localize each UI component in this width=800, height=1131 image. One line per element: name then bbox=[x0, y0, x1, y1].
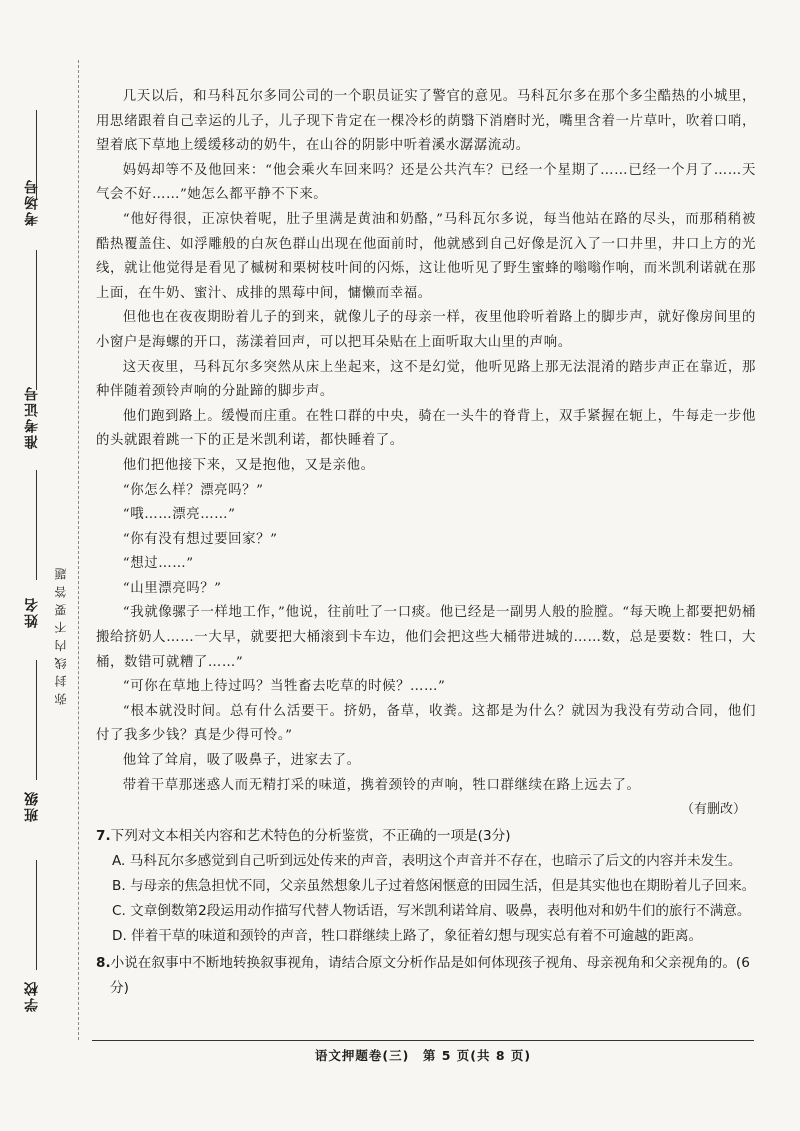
binding-margin bbox=[0, 0, 80, 1131]
question-7 bbox=[96, 824, 756, 949]
admission-ticket-label: 准考证号 bbox=[24, 385, 40, 449]
passage-paragraph: 他们把他接下来，又是抱他，又是亲他。 bbox=[122, 457, 375, 473]
passage-paragraph: “你怎么样？漂亮吗？” bbox=[122, 482, 264, 498]
exam-number-label: 考场号 bbox=[24, 178, 40, 226]
passage-paragraph: “想过……” bbox=[122, 556, 194, 572]
passage-paragraph: 他们跑到路上。缓慢而庄重。在牲口群的中央，骑在一头牛的脊背上，双手紧握在轭上，牛每走一步他的头就跟着跳一下的正是米凯利诺，都快睡着了。 bbox=[96, 408, 756, 449]
school-line bbox=[36, 860, 37, 970]
page-footer: 语文押题卷(三) 第 5 页(共 8 页) bbox=[314, 1048, 532, 1063]
option-a: A. 马科瓦尔多感觉到自己听到远处传来的声音，表明这个声音并不存在，也暗示了后文的内容并未发生。 bbox=[112, 853, 742, 870]
passage-paragraph: 他耸了耸肩，吸了吸鼻子，进家去了。 bbox=[122, 753, 361, 769]
question-8-stem bbox=[96, 951, 756, 1001]
reading-passage bbox=[96, 85, 756, 822]
question-8 bbox=[96, 951, 756, 1001]
class-line bbox=[36, 660, 37, 780]
class-label: 班级 bbox=[24, 790, 40, 822]
seal-line-note: 弥 封 线 内 不 要 答 题 bbox=[54, 567, 68, 705]
admission-ticket-line bbox=[36, 250, 37, 390]
question-8-text: 小说在叙事中不断地转换叙事视角，请结合原文分析作品是如何体现孩子视角、母亲视角和父亲视角的。(6分) bbox=[110, 955, 750, 997]
school-label: 学校 bbox=[24, 980, 40, 1012]
seal-dashed-line bbox=[78, 60, 80, 1040]
passage-paragraph: “我就像骡子一样地工作，”他说，往前吐了一口痰。他已经是一副男人般的脸膛。“每天晚上都要把奶桶搬给挤奶人……一大早，就要把大桶滚到卡车边，他们会把这些大桶带进城的……数，总是要数：牲口，大桶，数错可就糟了……” bbox=[96, 605, 756, 670]
source-note: （有删改） bbox=[680, 802, 746, 818]
option-d: D. 伴着干草的味道和颈铃的声音，牲口群继续上路了，象征着幻想与现实总有着不可逾越的距离。 bbox=[112, 928, 703, 945]
passage-paragraph: 但他也在夜夜期盼着儿子的到来，就像儿子的母亲一样，夜里他聆听着路上的脚步声，就好像房间里的小窗户是海螺的开口，荡漾着回声，可以把耳朵贴在上面听取大山里的声响。 bbox=[96, 310, 756, 350]
name-label: 姓名 bbox=[24, 596, 40, 628]
exam-content bbox=[96, 85, 756, 1001]
passage-paragraph: “根本就没时间。总有什么活要干。挤奶，备草，收粪。这都是为什么？就因为我没有劳动合同，他们付了我多少钱？真是少得可怜。” bbox=[96, 703, 756, 744]
passage-paragraph: “山里漂亮吗？” bbox=[122, 580, 222, 596]
passage-paragraph: 带着干草那迷惑人而无精打采的味道，携着颈铃的声响，牲口群继续在路上远去了。 bbox=[122, 777, 641, 793]
option-c: C. 文章倒数第2段运用动作描写代替人物话语，写米凯利诺耸肩、吸鼻，表明他对和奶牛们的旅行不满意。 bbox=[112, 903, 751, 920]
option-b: B. 与母亲的焦急担忧不同，父亲虽然想象儿子过着悠闲惬意的田园生活，但是其实他也在期盼着儿子回来。 bbox=[112, 878, 756, 895]
passage-paragraph: “可你在草地上待过吗？当牲畜去吃草的时候？……” bbox=[122, 679, 446, 695]
passage-paragraph: “他好得很，正凉快着呢，肚子里满是黄油和奶酪，”马科瓦尔多说，每当他站在路的尽头，而那稍稍被酷热覆盖住、如浮雕般的白灰色群山出现在他面前时，他就感到自己好像是沉入了一口井里，井口上方的光线，就让他觉得是看见了槭树和栗树枝叶间的闪烁，这让他听见了野生蜜蜂的嗡嗡作响，而米凯利诺就在那上面，在牛奶、蜜汁、成排的黑莓中间，慵懒而幸福。 bbox=[96, 211, 756, 301]
passage-paragraph: “哦……漂亮……” bbox=[122, 507, 236, 523]
passage-paragraph: 妈妈却等不及他回来：“他会乘火车回来吗？还是公共汽车？已经一个星期了……已经一个月了……天气会不好……”她怎么都平静不下来。 bbox=[96, 162, 756, 203]
passage-paragraph: 这天夜里，马科瓦尔多突然从床上坐起来，这不是幻觉，他听见路上那无法混淆的踏步声正在靠近，那种伴随着颈铃声响的分趾蹄的脚步声。 bbox=[96, 359, 756, 400]
footer-divider bbox=[92, 1040, 754, 1041]
name-line bbox=[36, 470, 37, 580]
passage-paragraph: “你有没有想过要回家？” bbox=[122, 531, 278, 547]
question-8-number: 8. bbox=[96, 955, 111, 972]
question-7-text: 下列对文本相关内容和艺术特色的分析鉴赏，不正确的一项是(3分) bbox=[110, 828, 511, 845]
passage-paragraph: 几天以后，和马科瓦尔多同公司的一个职员证实了警官的意见。马科瓦尔多在那个多尘酷热的小城里，用思绪跟着自己幸运的儿子，儿子现下肯定在一棵冷杉的荫翳下消磨时光，嘴里含着一片草叶，吹着口哨，望着底下草地上缓缓移动的奶牛，在山谷的阴影中听着溪水潺潺流动。 bbox=[96, 89, 756, 154]
question-7-number: 7. bbox=[96, 828, 111, 845]
question-7-stem bbox=[96, 824, 756, 849]
